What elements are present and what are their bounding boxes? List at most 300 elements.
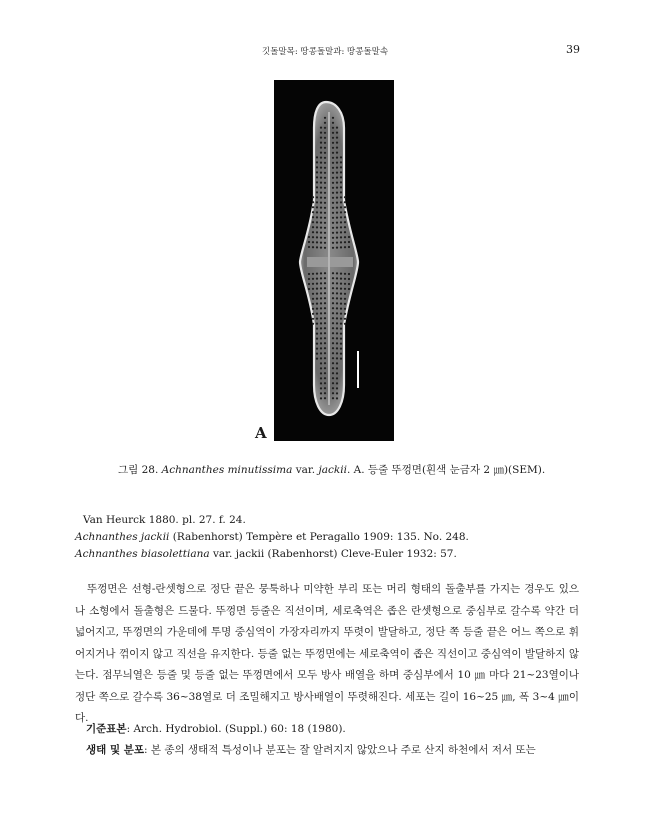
areola-pore — [312, 308, 314, 310]
areola-pore — [320, 282, 322, 284]
areola-pore — [340, 211, 342, 213]
areola-pore — [348, 278, 350, 280]
areola-pore — [336, 387, 338, 389]
areola-pore — [316, 226, 318, 228]
areola-pore — [316, 166, 318, 168]
areola-pore — [336, 242, 338, 244]
areola-pore — [320, 127, 322, 129]
caption-prefix: 그림 28. — [118, 464, 159, 476]
areola-pore — [316, 176, 318, 178]
areola-pore — [312, 236, 314, 238]
areola-pore — [344, 318, 346, 320]
areola-pore — [320, 192, 322, 194]
areola-pore — [340, 358, 342, 360]
areola-pore — [320, 297, 322, 299]
areola-pore — [332, 162, 334, 164]
areola-pore — [320, 337, 322, 339]
areola-pore — [332, 297, 334, 299]
areola-pore — [336, 237, 338, 239]
caption-var: var. — [295, 464, 316, 476]
areola-pore — [316, 181, 318, 183]
areola-pore — [332, 222, 334, 224]
areola-pore — [336, 287, 338, 289]
areola-pore — [340, 231, 342, 233]
areola-pore — [324, 397, 326, 399]
areola-pore — [320, 202, 322, 204]
areola-pore — [312, 313, 314, 315]
areola-pore — [320, 352, 322, 354]
areola-pore — [316, 278, 318, 280]
areola-pore — [340, 206, 342, 208]
areola-pore — [348, 246, 350, 248]
areola-pore — [324, 212, 326, 214]
areola-pore — [312, 293, 314, 295]
areola-pore — [316, 186, 318, 188]
areola-pore — [336, 192, 338, 194]
areola-pore — [336, 317, 338, 319]
areola-pore — [316, 323, 318, 325]
areola-pore — [336, 277, 338, 279]
areola-pore — [312, 318, 314, 320]
areola-pore — [320, 342, 322, 344]
areola-pore — [348, 241, 350, 243]
areola-pore — [320, 187, 322, 189]
areola-pore — [320, 332, 322, 334]
areola-pore — [332, 307, 334, 309]
areola-pore — [344, 206, 346, 208]
areola-pore — [324, 157, 326, 159]
areola-pore — [340, 353, 342, 355]
areola-pore — [332, 362, 334, 364]
areola-pore — [340, 241, 342, 243]
areola-pore — [320, 277, 322, 279]
areola-pore — [348, 236, 350, 238]
areola-pore — [316, 171, 318, 173]
areola-pore — [336, 207, 338, 209]
areola-pore — [336, 362, 338, 364]
areola-pore — [316, 313, 318, 315]
areola-pore — [320, 287, 322, 289]
areola-pore — [320, 177, 322, 179]
areola-pore — [320, 387, 322, 389]
areola-pore — [312, 221, 314, 223]
areola-pore — [316, 241, 318, 243]
areola-pore — [336, 372, 338, 374]
areola-pore — [332, 117, 334, 119]
areola-pore — [316, 318, 318, 320]
areola-pore — [340, 308, 342, 310]
areola-pore — [332, 127, 334, 129]
areola-pore — [336, 292, 338, 294]
areola-pore — [336, 382, 338, 384]
areola-pore — [344, 246, 346, 248]
areola-pore — [320, 307, 322, 309]
areola-pore — [324, 367, 326, 369]
areola-pore — [344, 201, 346, 203]
areola-pore — [320, 237, 322, 239]
areola-pore — [336, 162, 338, 164]
areola-pore — [340, 196, 342, 198]
areola-pore — [336, 307, 338, 309]
areola-pore — [336, 227, 338, 229]
areola-pore — [316, 156, 318, 158]
areola-pore — [316, 333, 318, 335]
areola-pore — [320, 292, 322, 294]
areola-pore — [324, 392, 326, 394]
areola-pore — [340, 201, 342, 203]
areola-pore — [336, 282, 338, 284]
areola-pore — [332, 232, 334, 234]
areola-pore — [324, 152, 326, 154]
areola-pore — [332, 322, 334, 324]
areola-pore — [332, 272, 334, 274]
areola-pore — [336, 367, 338, 369]
areola-pore — [324, 327, 326, 329]
areola-pore — [308, 283, 310, 285]
page-number: 39 — [566, 43, 580, 56]
scale-bar — [357, 351, 359, 388]
areola-pore — [324, 287, 326, 289]
caption-variety: jackii — [318, 464, 347, 476]
areola-pore — [332, 207, 334, 209]
areola-pore — [320, 207, 322, 209]
areola-pore — [320, 382, 322, 384]
areola-pore — [324, 192, 326, 194]
areola-pore — [324, 247, 326, 249]
areola-pore — [316, 283, 318, 285]
areola-pore — [344, 273, 346, 275]
areola-pore — [336, 187, 338, 189]
areola-pore — [332, 197, 334, 199]
areola-pore — [312, 303, 314, 305]
areola-pore — [308, 236, 310, 238]
areola-pore — [340, 246, 342, 248]
panel-label: A — [255, 424, 267, 442]
areola-pore — [336, 197, 338, 199]
areola-pore — [340, 303, 342, 305]
areola-pore — [320, 247, 322, 249]
areola-pore — [324, 382, 326, 384]
areola-pore — [308, 246, 310, 248]
caption-species: Achnanthes minutissima — [161, 464, 293, 476]
areola-pore — [324, 187, 326, 189]
areola-pore — [336, 157, 338, 159]
areola-pore — [320, 217, 322, 219]
areola-pore — [344, 298, 346, 300]
areola-pore — [324, 302, 326, 304]
areola-pore — [336, 217, 338, 219]
areola-pore — [332, 167, 334, 169]
areola-pore — [336, 182, 338, 184]
areola-pore — [336, 352, 338, 354]
areola-pore — [344, 283, 346, 285]
areola-pore — [320, 142, 322, 144]
areola-pore — [324, 137, 326, 139]
areola-pore — [336, 132, 338, 134]
areola-pore — [340, 221, 342, 223]
areola-pore — [336, 212, 338, 214]
reference-line: Achnanthes jackii (Rabenhorst) Tempère et Peragallo 1909: 135. No. 248. — [75, 531, 469, 543]
areola-pore — [320, 197, 322, 199]
areola-pore — [316, 288, 318, 290]
areola-pore — [332, 172, 334, 174]
areola-pore — [336, 347, 338, 349]
areola-pore — [340, 191, 342, 193]
areola-pore — [312, 211, 314, 213]
areola-pore — [316, 298, 318, 300]
areola-pore — [344, 303, 346, 305]
areola-pore — [320, 392, 322, 394]
areola-pore — [344, 278, 346, 280]
areola-pore — [340, 156, 342, 158]
areola-pore — [324, 372, 326, 374]
areola-pore — [320, 322, 322, 324]
areola-pore — [324, 322, 326, 324]
areola-pore — [336, 302, 338, 304]
areola-pore — [324, 342, 326, 344]
areola-pore — [340, 166, 342, 168]
areola-pore — [324, 377, 326, 379]
ecology-line: 생태 및 분포: 본 종의 생태적 특성이나 분포는 잘 알려지지 않았으나 주로 산지 하천에서 저서 또는 — [86, 744, 536, 756]
areola-pore — [316, 338, 318, 340]
areola-pore — [324, 147, 326, 149]
areola-pore — [320, 362, 322, 364]
areola-pore — [336, 147, 338, 149]
areola-pore — [340, 171, 342, 173]
areola-pore — [316, 273, 318, 275]
areola-pore — [336, 167, 338, 169]
areola-pore — [332, 317, 334, 319]
areola-pore — [312, 241, 314, 243]
areola-pore — [312, 273, 314, 275]
areola-pore — [324, 282, 326, 284]
areola-pore — [320, 212, 322, 214]
areola-pore — [332, 327, 334, 329]
caption-rest: . A. 등줄 뚜껑면(흰색 눈금자 2 ㎛)(SEM). — [346, 464, 546, 476]
areola-pore — [312, 206, 314, 208]
areola-pore — [340, 298, 342, 300]
areola-pore — [316, 161, 318, 163]
areola-pore — [336, 152, 338, 154]
areola-pore — [332, 122, 334, 124]
areola-pore — [336, 392, 338, 394]
areola-pore — [340, 348, 342, 350]
areola-pore — [320, 167, 322, 169]
areola-pore — [332, 342, 334, 344]
areola-pore — [340, 161, 342, 163]
areola-pore — [340, 293, 342, 295]
areola-pore — [336, 142, 338, 144]
areola-pore — [344, 216, 346, 218]
areola-pore — [316, 328, 318, 330]
areola-pore — [324, 117, 326, 119]
areola-pore — [316, 236, 318, 238]
areola-pore — [324, 242, 326, 244]
description-paragraph: 뚜껑면은 선형-란셋형으로 정단 끝은 뭉툭하나 미약한 부리 또는 머리 형태의 돌출부를 가지는 경우도 있으나 소형에서 돌출형은 드물다. 뚜껑면 등줄은 직선이며, 세로축역은 좁은 란셋형으로 중심부로 갈수록 약간 더 넓어지고, 뚜껑면의 가운데에 투명 중심역이 가장자리까지 뚜렷이 발달하고, 정단 쪽 등줄 끝은 어느 쪽으로 휘어지거나 꺾이지 않고 직선을 유지한다. 등줄 없는 뚜껑면에는 세로축역이 좁은 직선이고 중심역이 발달하지 않는다. 점무늬열은 등줄 및 등줄 없는 뚜껑면에서 모두 방사 배열을 하며 중심부에서 10 ㎛ 마다 21~23열이나 정단 쪽으로 갈수록 36~38열로 더 조밀해지고 방사배열이 뚜렷해진다. 세포는 길이 16~25 ㎛, 폭 3~4 ㎛이다. — [75, 583, 579, 724]
areola-pore — [324, 202, 326, 204]
areola-pore — [316, 191, 318, 193]
areola-pore — [336, 172, 338, 174]
areola-pore — [316, 293, 318, 295]
areola-pore — [324, 237, 326, 239]
areola-pore — [332, 187, 334, 189]
areola-pore — [312, 231, 314, 233]
areola-pore — [336, 272, 338, 274]
areola-pore — [312, 216, 314, 218]
areola-pore — [320, 242, 322, 244]
areola-pore — [316, 196, 318, 198]
areola-pore — [324, 347, 326, 349]
areola-pore — [320, 132, 322, 134]
areola-pore — [320, 312, 322, 314]
areola-pore — [324, 167, 326, 169]
areola-pore — [332, 292, 334, 294]
areola-pore — [320, 227, 322, 229]
species-info — [86, 719, 580, 761]
areola-pore — [316, 221, 318, 223]
areola-pore — [344, 211, 346, 213]
areola-pore — [340, 323, 342, 325]
areola-pore — [336, 377, 338, 379]
areola-pore — [332, 377, 334, 379]
areola-pore — [340, 226, 342, 228]
areola-pore — [312, 323, 314, 325]
areola-pore — [324, 182, 326, 184]
areola-pore — [332, 227, 334, 229]
areola-pore — [332, 392, 334, 394]
areola-pore — [320, 302, 322, 304]
areola-pore — [344, 288, 346, 290]
areola-pore — [336, 327, 338, 329]
areola-pore — [332, 312, 334, 314]
areola-pore — [312, 226, 314, 228]
areola-pore — [320, 317, 322, 319]
areola-pore — [320, 372, 322, 374]
areola-pore — [320, 272, 322, 274]
areola-pore — [324, 307, 326, 309]
areola-pore — [340, 328, 342, 330]
areola-pore — [340, 288, 342, 290]
areola-pore — [312, 288, 314, 290]
areola-pore — [316, 308, 318, 310]
areola-pore — [340, 236, 342, 238]
areola-pore — [316, 303, 318, 305]
areola-pore — [320, 157, 322, 159]
areola-pore — [332, 147, 334, 149]
areola-pore — [332, 382, 334, 384]
areola-pore — [324, 197, 326, 199]
areola-pore — [316, 211, 318, 213]
areola-pore — [332, 152, 334, 154]
areola-pore — [336, 247, 338, 249]
areola-pore — [332, 387, 334, 389]
areola-pore — [320, 162, 322, 164]
areola-pore — [336, 222, 338, 224]
areola-pore — [312, 283, 314, 285]
areola-pore — [320, 327, 322, 329]
areola-pore — [332, 237, 334, 239]
areola-pore — [324, 272, 326, 274]
areola-pore — [324, 352, 326, 354]
areola-pore — [344, 308, 346, 310]
areola-pore — [332, 242, 334, 244]
areola-pore — [316, 231, 318, 233]
areola-pore — [324, 297, 326, 299]
areola-pore — [320, 232, 322, 234]
areola-pore — [312, 196, 314, 198]
reference-line: Achnanthes biasolettiana var. jackii (Rabenhorst) Cleve-Euler 1932: 57. — [75, 548, 457, 560]
areola-pore — [316, 201, 318, 203]
areola-pore — [312, 246, 314, 248]
areola-pore — [324, 227, 326, 229]
areola-pore — [332, 142, 334, 144]
diatom-image — [274, 80, 394, 441]
areola-pore — [308, 273, 310, 275]
areola-pore — [312, 278, 314, 280]
areola-pore — [340, 283, 342, 285]
areola-pore — [332, 337, 334, 339]
areola-pore — [316, 216, 318, 218]
areola-pore — [332, 357, 334, 359]
areola-pore — [332, 367, 334, 369]
areola-pore — [316, 358, 318, 360]
areola-pore — [324, 317, 326, 319]
areola-pore — [344, 323, 346, 325]
areola-pore — [320, 137, 322, 139]
areola-pore — [324, 332, 326, 334]
areola-pore — [340, 343, 342, 345]
areola-pore — [332, 182, 334, 184]
areola-pore — [332, 137, 334, 139]
page-header — [0, 43, 652, 57]
areola-pore — [324, 217, 326, 219]
areola-pore — [336, 232, 338, 234]
areola-pore — [344, 313, 346, 315]
areola-pore — [308, 288, 310, 290]
areola-pore — [324, 387, 326, 389]
areola-pore — [316, 206, 318, 208]
areola-pore — [340, 176, 342, 178]
areola-pore — [324, 142, 326, 144]
areola-pore — [324, 207, 326, 209]
figure-caption — [118, 462, 545, 477]
areola-pore — [324, 222, 326, 224]
areola-pore — [324, 277, 326, 279]
areola-pore — [336, 337, 338, 339]
areola-pore — [324, 312, 326, 314]
areola-pore — [340, 333, 342, 335]
areola-pore — [332, 347, 334, 349]
synonym-references — [75, 512, 469, 563]
areola-pore — [348, 288, 350, 290]
areola-pore — [332, 372, 334, 374]
areola-pore — [336, 357, 338, 359]
areola-pore — [320, 222, 322, 224]
sem-micrograph — [274, 80, 394, 441]
areola-pore — [316, 348, 318, 350]
areola-pore — [308, 278, 310, 280]
areola-pore — [320, 397, 322, 399]
areola-pore — [336, 137, 338, 139]
areola-pore — [344, 231, 346, 233]
areola-pore — [332, 352, 334, 354]
areola-pore — [340, 273, 342, 275]
areola-pore — [320, 367, 322, 369]
areola-pore — [344, 226, 346, 228]
type-specimen-line: 기준표본: Arch. Hydrobiol. (Suppl.) 60: 18 (1980). — [86, 723, 346, 735]
areola-pore — [320, 147, 322, 149]
areola-pore — [332, 397, 334, 399]
